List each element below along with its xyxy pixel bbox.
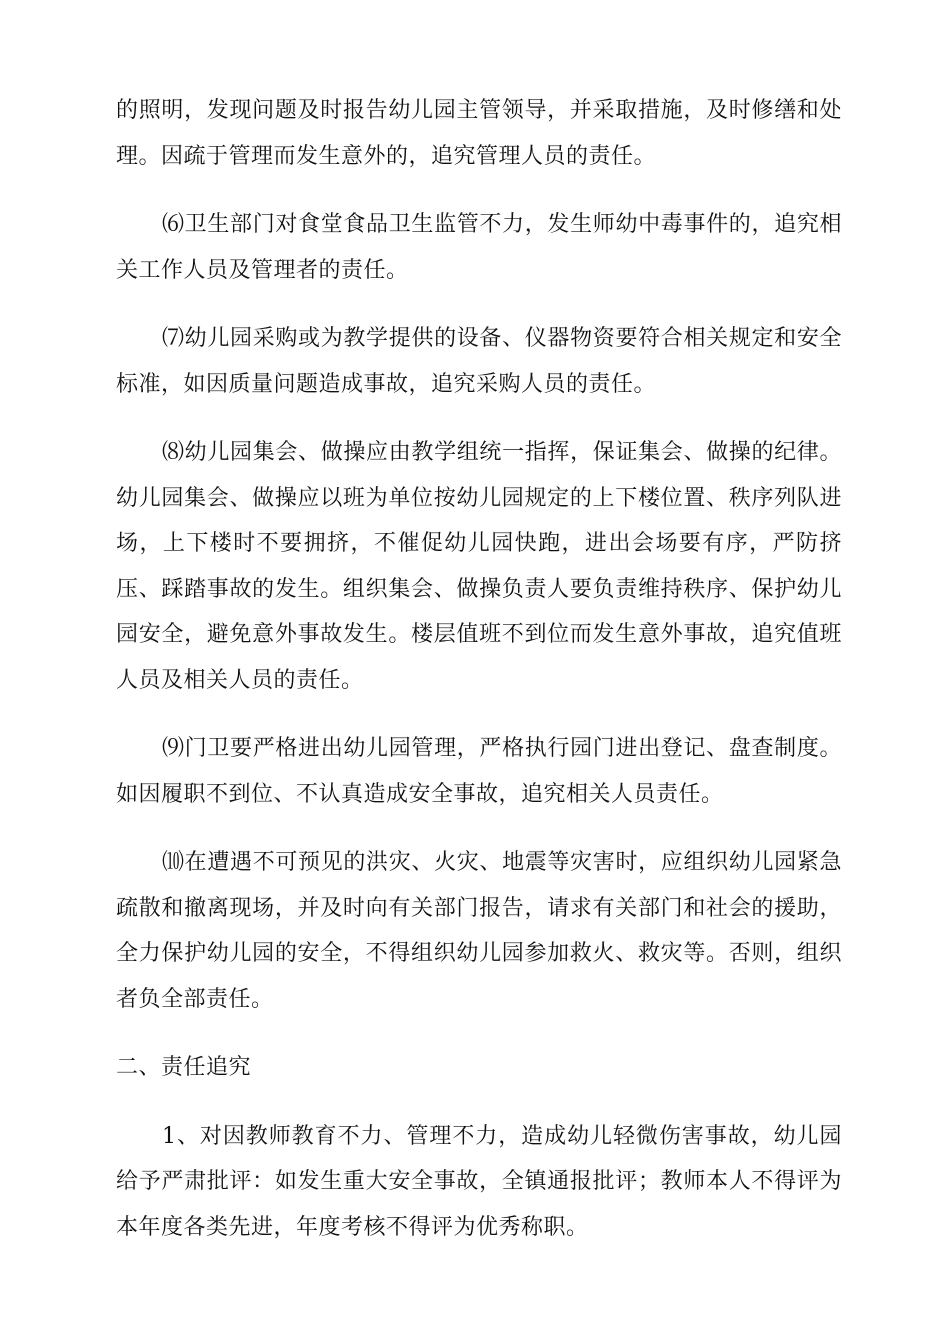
paragraph-item-7: ⑺幼儿园采购或为教学提供的设备、仪器物资要符合相关规定和安全标准，如因质量问题造成事故，追究采购人员的责任。 — [116, 326, 842, 397]
paragraph-item-10: ⑽在遭遇不可预见的洪灾、火灾、地震等灾害时，应组织幼儿园紧急疏散和撤离现场，并及时向有关部门报告，请求有关部门和社会的援助，全力保护幼儿园的安全，不得组织幼儿园参加救火、救灾等。否则，组织者负全部责任。 — [116, 850, 842, 1012]
paragraph-item-9: ⑼门卫要严格进出幼儿园管理，严格执行园门进出登记、盘查制度。如因履职不到位、不认真造成安全事故，追究相关人员责任。 — [116, 736, 842, 807]
section-heading: 二、责任追究 — [116, 1055, 252, 1080]
paragraph-continued: 的照明，发现问题及时报告幼儿园主管领导，并采取措施，及时修缮和处理。因疏于管理而发生意外的，追究管理人员的责任。 — [116, 98, 842, 169]
section-paragraph-1: 1、对因教师教育不力、管理不力，造成幼儿轻微伤害事故，幼儿园给予严肃批评：如发生重大安全事故，全镇通报批评；教师本人不得评为本年度各类先进，年度考核不得评为优秀称职。 — [116, 1123, 842, 1240]
paragraph-item-8: ⑻幼儿园集会、做操应由教学组统一指挥，保证集会、做操的纪律。幼儿园集会、做操应以班为单位按幼儿园规定的上下楼位置、秩序列队进场，上下楼时不要拥挤，不催促幼儿园快跑，进出会场要有序，严防挤压、踩踏事故的发生。组织集会、做操负责人要负责维持秩序、保护幼儿园安全，避免意外事故发生。楼层值班不到位而发生意外事故，追究值班人员及相关人员的责任。 — [116, 440, 842, 693]
document-body — [116, 88, 842, 1273]
paragraph-item-6: ⑹卫生部门对食堂食品卫生监管不力，发生师幼中毒事件的，追究相关工作人员及管理者的责任。 — [116, 212, 842, 283]
